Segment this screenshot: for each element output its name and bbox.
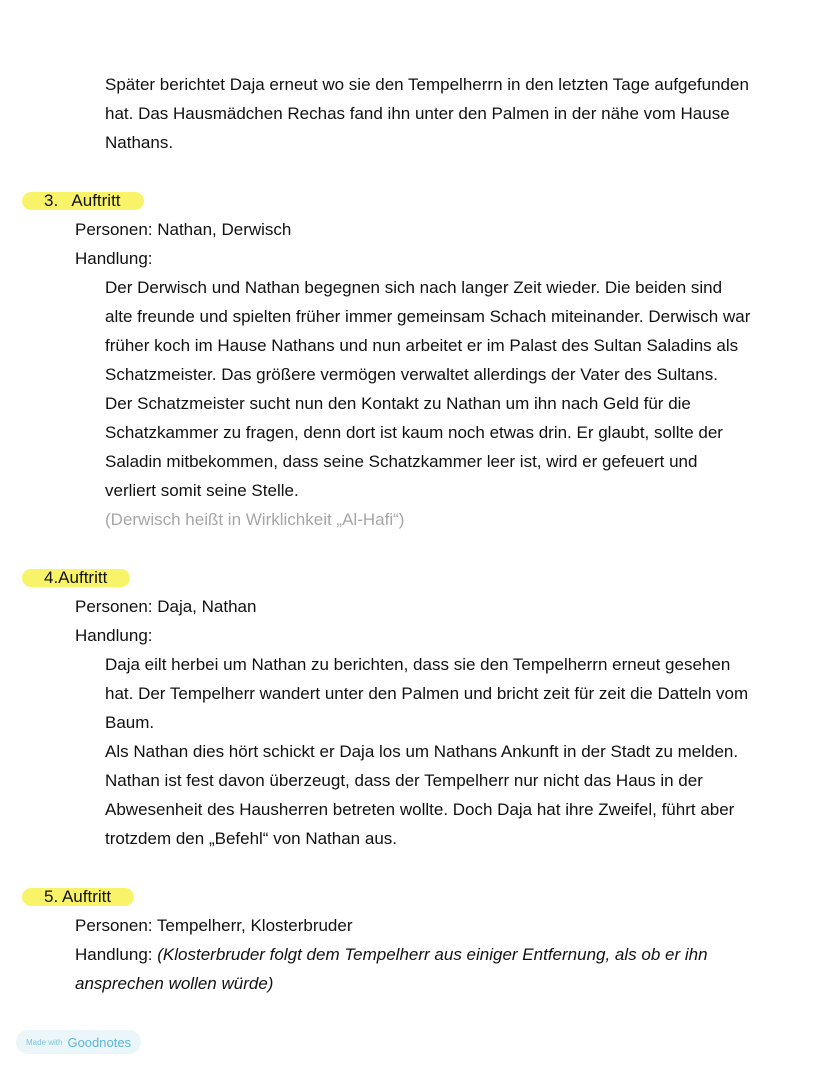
persons-line: Personen: Tempelherr, Klosterbruder xyxy=(75,916,353,935)
note-line: (Derwisch heißt in Wirklichkeit „Al-Hafi“) xyxy=(105,510,405,529)
persons-line: Personen: Daja, Nathan xyxy=(75,597,257,616)
text-line: Nathans. xyxy=(105,133,174,152)
text-line: alte freunde und spielten früher immer gemeinsam Schach miteinander. Derwisch war xyxy=(105,307,751,326)
text-line: Daja eilt herbei um Nathan zu berichten, dass sie den Tempelherrn erneut gesehen xyxy=(105,655,731,674)
text-line: ansprechen wollen würde) xyxy=(75,974,274,993)
text-line: Schatzkammer zu fragen, denn dort ist kaum noch etwas drin. Er glaubt, sollte der xyxy=(105,423,723,442)
handlung-label: Handlung: xyxy=(75,626,153,645)
text-line: Später berichtet Daja erneut wo sie den Tempelherrn in den letzten Tage aufgefunden xyxy=(105,75,749,94)
badge-brand: Goodnotes xyxy=(67,1034,132,1050)
handlung-label: Handlung: xyxy=(75,249,153,268)
text-line: Saladin mitbekommen, dass seine Schatzkammer leer ist, wird er gefeuert und xyxy=(105,452,698,471)
goodnotes-badge[interactable] xyxy=(16,1030,141,1054)
text-line: früher koch im Hause Nathans und nun arbeitet er im Palast des Sultan Saladins als xyxy=(105,336,739,355)
text-line: hat. Das Hausmädchen Rechas fand ihn unter den Palmen in der nähe vom Hause xyxy=(105,104,730,123)
document-content xyxy=(0,70,828,998)
handlung-line: Handlung: (Klosterbruder folgt dem Tempelherr aus einiger Entfernung, als ob er ihn xyxy=(75,945,708,964)
section-heading-3: 3. Auftritt xyxy=(0,186,828,215)
text-line: Als Nathan dies hört schickt er Daja los um Nathans Ankunft in der Stadt zu melden. xyxy=(105,742,739,761)
text-line: Nathan ist fest davon überzeugt, dass der Tempelherr nur nicht das Haus in der xyxy=(105,771,703,790)
text-line: trotzdem den „Befehl“ von Nathan aus. xyxy=(105,829,397,848)
section-heading-5: 5. Auftritt xyxy=(0,882,828,911)
text-line: Baum. xyxy=(105,713,155,732)
section-heading-4: 4.Auftritt xyxy=(0,563,828,592)
text-line: Abwesenheit des Hausherren betreten wollte. Doch Daja hat ihre Zweifel, führt aber xyxy=(105,800,735,819)
badge-small-text: Made with xyxy=(26,1037,63,1047)
text-line: verliert somit seine Stelle. xyxy=(105,481,299,500)
text-line: Schatzmeister. Das größere vermögen verwaltet allerdings der Vater des Sultans. xyxy=(105,365,718,384)
text-line: Der Derwisch und Nathan begegnen sich nach langer Zeit wieder. Die beiden sind xyxy=(105,278,723,297)
text-line: Der Schatzmeister sucht nun den Kontakt zu Nathan um ihn nach Geld für die xyxy=(105,394,691,413)
persons-line: Personen: Nathan, Derwisch xyxy=(75,220,292,239)
text-line: hat. Der Tempelherr wandert unter den Palmen und bricht zeit für zeit die Datteln vom xyxy=(105,684,749,703)
